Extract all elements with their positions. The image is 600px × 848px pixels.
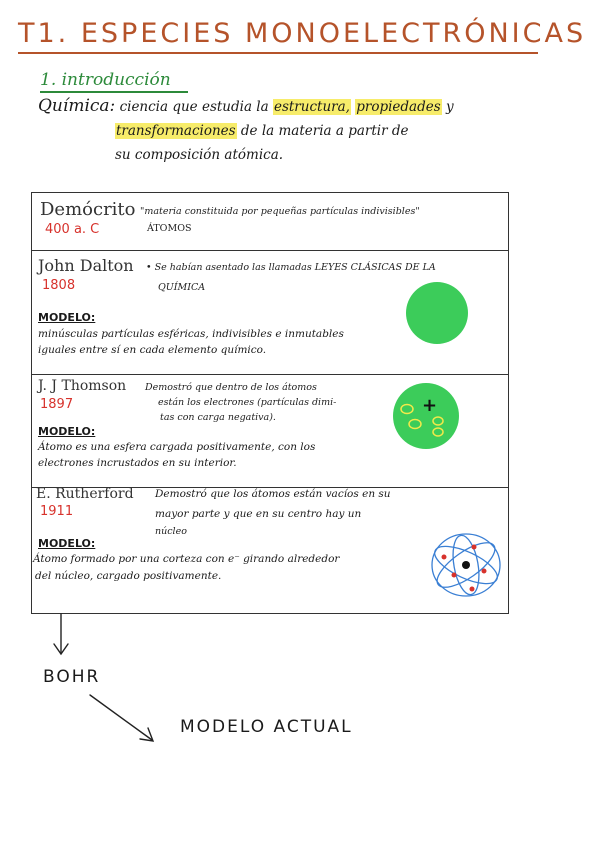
row-divider bbox=[31, 250, 509, 251]
scientist-name-rutherford: E. Rutherford bbox=[36, 486, 134, 502]
democrito-quote: "materia constituida por pequeñas partículas indivisibles" bbox=[140, 206, 420, 217]
rutherford-note-line-2: mayor parte y que en su centro hay un bbox=[155, 508, 362, 520]
scientist-year-dalton: 1808 bbox=[42, 278, 76, 293]
scientist-name-dalton: John Dalton bbox=[38, 256, 134, 275]
nucleus bbox=[462, 561, 470, 569]
rutherford-note-line-3: núcleo bbox=[155, 526, 187, 537]
dalton-model-line-2: iguales entre sí en cada elemento químico. bbox=[38, 344, 267, 356]
dalton-note-line-1: • Se habían asentado las llamadas LEYES CLÁSICAS DE LA bbox=[146, 262, 436, 273]
dalton-sphere-icon bbox=[402, 278, 472, 348]
thomson-model-line-2: electrones incrustados en su interior. bbox=[38, 457, 237, 469]
intro-text-1: ciencia que estudia la bbox=[119, 99, 269, 115]
scientist-name-democrito: Demócrito bbox=[40, 199, 136, 220]
intro-line-2 bbox=[115, 123, 408, 139]
thomson-note-line-2: están los electrones (partículas dimi- bbox=[158, 397, 337, 408]
title-underline bbox=[18, 52, 538, 54]
intro-line-1 bbox=[38, 96, 454, 116]
modelo-actual-label: MODELO ACTUAL bbox=[180, 717, 353, 737]
page-title: T1. ESPECIES MONOELECTRÓNICAS bbox=[18, 18, 587, 49]
intro-text-2: y bbox=[445, 99, 454, 115]
scientist-name-thomson: J. J Thomson bbox=[38, 378, 127, 394]
dalton-model-line-1: minúsculas partículas esféricas, indivisibles e inmutables bbox=[38, 328, 344, 340]
scientist-year-rutherford: 1911 bbox=[40, 504, 74, 519]
thomson-note-line-3: tas con carga negativa). bbox=[160, 412, 276, 423]
rutherford-atom-icon bbox=[428, 527, 504, 603]
democrito-term: ÁTOMOS bbox=[147, 223, 192, 234]
intro-text-3: de la materia a partir de bbox=[240, 123, 409, 139]
highlight-propiedades: propiedades bbox=[356, 99, 441, 115]
electron-icon bbox=[470, 587, 475, 592]
electron-icon bbox=[452, 573, 457, 578]
thomson-plum-pudding-icon bbox=[389, 379, 463, 453]
highlight-transformaciones: transformaciones bbox=[116, 123, 236, 139]
bohr-label: BOHR bbox=[43, 667, 101, 687]
section-heading: 1. introducción bbox=[40, 70, 171, 90]
row-divider bbox=[31, 374, 509, 375]
thomson-note-line-1: Demostró que dentro de los átomos bbox=[145, 382, 317, 393]
arrow-diagonal bbox=[90, 695, 152, 740]
scientist-year-democrito: 400 a. C bbox=[45, 222, 100, 237]
dalton-sphere bbox=[406, 282, 468, 344]
scientist-year-thomson: 1897 bbox=[40, 397, 74, 412]
rutherford-model-line-2: del núcleo, cargado positivamente. bbox=[35, 570, 222, 582]
electron-icon bbox=[442, 555, 447, 560]
section-heading-underline bbox=[40, 91, 188, 93]
rutherford-note-line-1: Demostró que los átomos están vacíos en su bbox=[155, 488, 391, 500]
electron-icon bbox=[482, 569, 487, 574]
dalton-note-line-2: QUÍMICA bbox=[158, 282, 206, 293]
dalton-model-label: MODELO: bbox=[38, 311, 96, 324]
thomson-model-line-1: Átomo es una esfera cargada positivamente, con los bbox=[38, 441, 316, 453]
rutherford-model-line-1: Átomo formado por una corteza con e⁻ girando alrededor bbox=[33, 553, 340, 565]
rutherford-model-label: MODELO: bbox=[38, 537, 96, 550]
thomson-model-label: MODELO: bbox=[38, 425, 96, 438]
highlight-estructura: estructura, bbox=[273, 99, 350, 115]
intro-term: Química: bbox=[38, 96, 116, 116]
electron-icon bbox=[472, 545, 477, 550]
positive-sign: + bbox=[422, 395, 438, 416]
thomson-sphere bbox=[393, 383, 459, 449]
intro-line-3: su composición atómica. bbox=[115, 147, 284, 163]
